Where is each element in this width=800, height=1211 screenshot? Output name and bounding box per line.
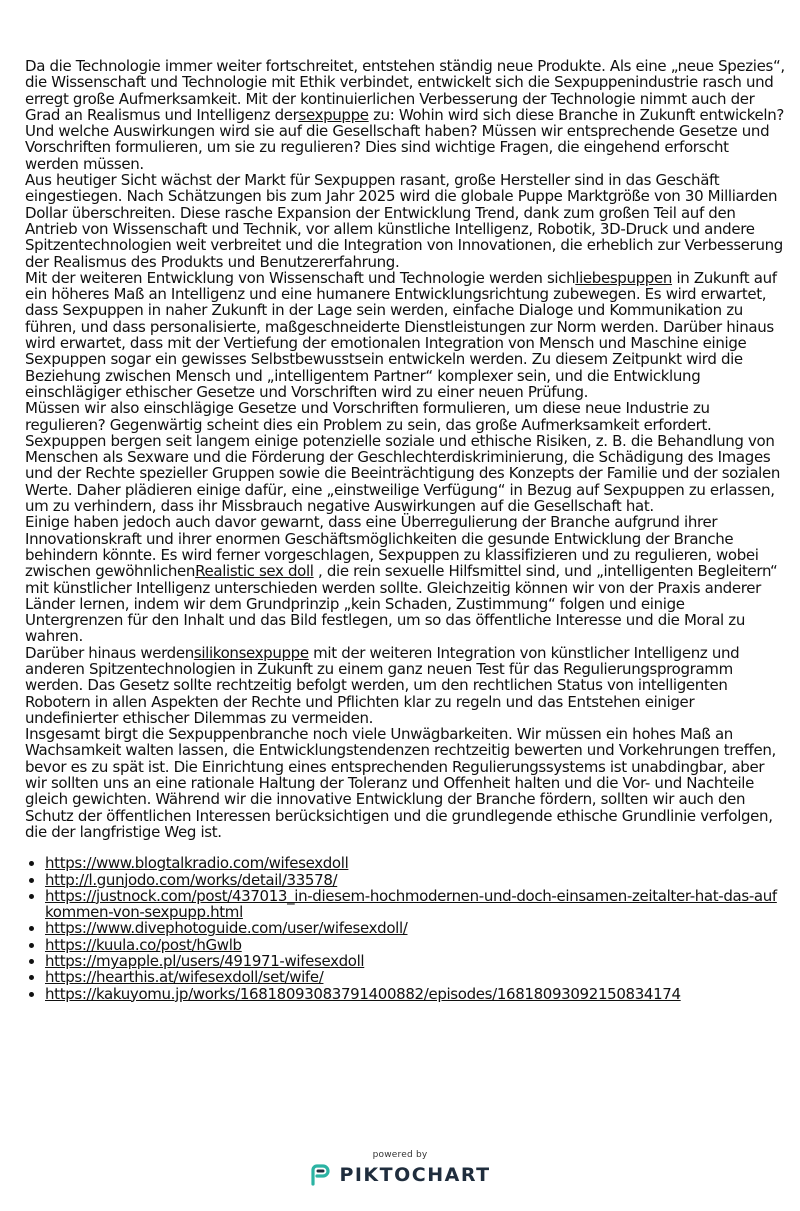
paragraph-3 [25,270,785,400]
list-item [45,953,785,969]
link-item[interactable]: https://kuula.co/post/hGwlb [45,935,242,954]
link-item[interactable]: http://l.gunjodo.com/works/detail/33578/ [45,870,338,889]
paragraph-2: Aus heutiger Sicht wächst der Markt für Sexpuppen rasant, große Hersteller sind in das Geschäft eingestiegen. Nach Schätzungen bis zum Jahr 2025 wird die globale Puppe Marktgröße von 30 Milliarden Dollar überschreiten. Diese rasche Expansion der Entwicklung Trend, dank zum großen Teil auf den Antrieb von Wissenschaft und Technik, vor allem künstliche Intelligenz, Robotik, 3D-Druck und andere Spitzentechnologien weit verbreitet und die Integration von Innovationen, die erheblich zur Verbesserung der Realismus des Produkts und Benutzererfahrung. [25,171,783,271]
sexpuppe-link[interactable]: sexpuppe [298,105,369,124]
link-item[interactable]: https://hearthis.at/wifesexdoll/set/wife/ [45,968,324,987]
list-item [45,969,785,985]
list-item [45,872,785,888]
paragraph-4: Müssen wir also einschlägige Gesetze und Vorschriften formulieren, um diese neue Industrie zu regulieren? Gegenwärtig scheint dies ein Problem zu sein, das große Aufmerksamkeit erfordert. [25,399,712,434]
paragraph-text: Einige haben jedoch auch davor gewarnt, dass eine Überregulierung der Branche aufgrund ihrer Innovationskraft und ihrer enormen Geschäftsmöglichkeiten die gesunde Entwicklung der Branche behindern könnte. Es wird ferner vorgeschlagen, Sexpuppen zu klassifizieren und zu regulieren, wobei zwischen gewöhnlichen [25,513,759,581]
paragraph-text: Darüber hinaus werden [25,643,194,662]
list-item [45,920,785,936]
paragraph-6 [25,514,785,644]
link-item[interactable]: https://myapple.pl/users/491971-wifesexdoll [45,952,365,971]
paragraph-1 [25,58,785,172]
link-item[interactable]: https://kakuyomu.jp/works/16818093083791400882/episodes/16818093092150834174 [45,984,681,1003]
powered-by-footer[interactable] [0,1150,800,1190]
silikonsexpuppe-link[interactable]: silikonsexpuppe [193,643,309,662]
paragraph-8: Insgesamt birgt die Sexpuppenbranche noch viele Unwägbarkeiten. Wir müssen ein hohes Maß an Wachsamkeit walten lassen, die Entwicklungstendenzen rechtzeitig bewerten und Vorkehrungen treffen, bevor es zu spät ist. Die Einrichtung eines entsprechenden Regulierungssystems ist unabdingbar, aber wir sollten uns an eine rationale Haltung der Toleranz und Offenheit halten und die Vor- und Nachteile gleich gewichten. Während wir die innovative Entwicklung der Branche fördern, sollten wir auch den Schutz der öffentlichen Interessen berücksichtigen und die grundlegende ethische Grundlinie verfolgen, die der langfristige Weg ist. [25,725,776,841]
brand-name: PIKTOCHART [339,1164,491,1186]
paragraph-text: Da die Technologie immer weiter fortschreitet, entstehen ständig neue Produkte. Als eine „neue Spezies“, die Wissenschaft und Technologie mit Ethik verbindet, entwickelt sich die Sexpuppenindustrie rasch und erregt große Aufmerksamkeit. Mit der kontinuierlichen Verbesserung der Technologie nimmt auch der Grad an Realismus und Intelligenz der [25,57,785,124]
piktochart-logo-icon [309,1164,331,1186]
list-item [45,986,785,1002]
list-item [45,937,785,953]
link-item[interactable]: https://justnock.com/post/437013_in-diesem-hochmodernen-und-doch-einsamen-zeitalter-hat-das-aufkommen-von-sexpupp.html [45,886,777,922]
paragraph-text: , die rein sexuelle Hilfsmittel sind, und „intelligenten Begleitern“ mit künstlicher Intelligenz unterschieden werden sollte. Gleichzeitig können wir von der Praxis anderer Länder lernen, indem wir dem Grundprinzip „kein Schaden, Zustimmung“ folgen und einige Untergrenzen für den Inhalt und das Bild festlegen, um so das öffentliche Interesse und die Moral zu wahren. [25,562,778,646]
article-body [25,58,785,1002]
paragraph-text: zu: Wohin wird sich diese Branche in Zukunft entwickeln? Und welche Auswirkungen wird sie auf die Gesellschaft haben? Müssen wir entsprechende Gesetze und Vorschriften formulieren, um sie zu regulieren? Dies sind wichtige Fragen, die eingehend erforscht werden müssen. [25,105,784,173]
link-list [25,855,785,1002]
paragraph-text: mit der weiteren Integration von künstlicher Intelligenz und anderen Spitzentechnologien in Zukunft zu einem ganz neuen Test für das Regulierungsprogramm werden. Das Gesetz sollte rechtzeitig befolgt werden, um den rechtlichen Status von intelligenten Robotern in allen Aspekten der Rechte und Pflichten klar zu regeln und das Entstehen einiger undefinierter ethischer Dilemmas zu vermeiden. [25,643,740,727]
link-item[interactable]: https://www.divephotoguide.com/user/wifesexdoll/ [45,919,408,938]
paragraph-text: Mit der weiteren Entwicklung von Wissenschaft und Technologie werden sich [25,268,576,287]
paragraph-text: in Zukunft auf ein höheres Maß an Intelligenz und eine humanere Entwicklungsrichtung zubewegen. Es wird erwartet, dass Sexpuppen in naher Zukunft in der Lage sein werden, einfache Dialoge und Kommunikation zu führen, und dass personalisierte, maßgeschneiderte Dienstleistungen zur Norm werden. Darüber hinaus wird erwartet, dass mit der Vertiefung der emotionalen Integration von Mensch und Maschine einige Sexpuppen sogar ein gewisses Selbstbewusstsein entwickeln werden. Zu diesem Zeitpunkt wird die Beziehung zwischen Mensch und „intelligentem Partner“ komplexer sein, und die Entwicklung einschlägiger ethischer Gesetze und Vorschriften wird zu einer neuen Prüfung. [25,268,777,401]
list-item [45,888,785,921]
powered-by-label: powered by [372,1150,428,1160]
paragraph-7 [25,645,785,726]
liebespuppen-link[interactable]: liebespuppen [575,268,673,287]
piktochart-brand[interactable] [309,1164,490,1186]
paragraph-5: Sexpuppen bergen seit langem einige potenzielle soziale und ethische Risiken, z. B. die Behandlung von Menschen als Sexware und die Förderung der Geschlechterdiskriminierung, die Schädigung des Images und der Rechte spezieller Gruppen sowie die Beeinträchtigung des Konzepts der Familie und der sozialen Werte. Daher plädieren einige dafür, eine „einstweilige Verfügung“ in Bezug auf Sexpuppen zu erlassen, um zu verhindern, dass ihr Missbrauch negative Auswirkungen auf die Gesellschaft hat. [25,431,781,516]
realistic-sex-doll-link[interactable]: Realistic sex doll [195,562,314,581]
list-item [45,855,785,871]
link-item[interactable]: https://www.blogtalkradio.com/wifesexdoll [45,854,349,873]
